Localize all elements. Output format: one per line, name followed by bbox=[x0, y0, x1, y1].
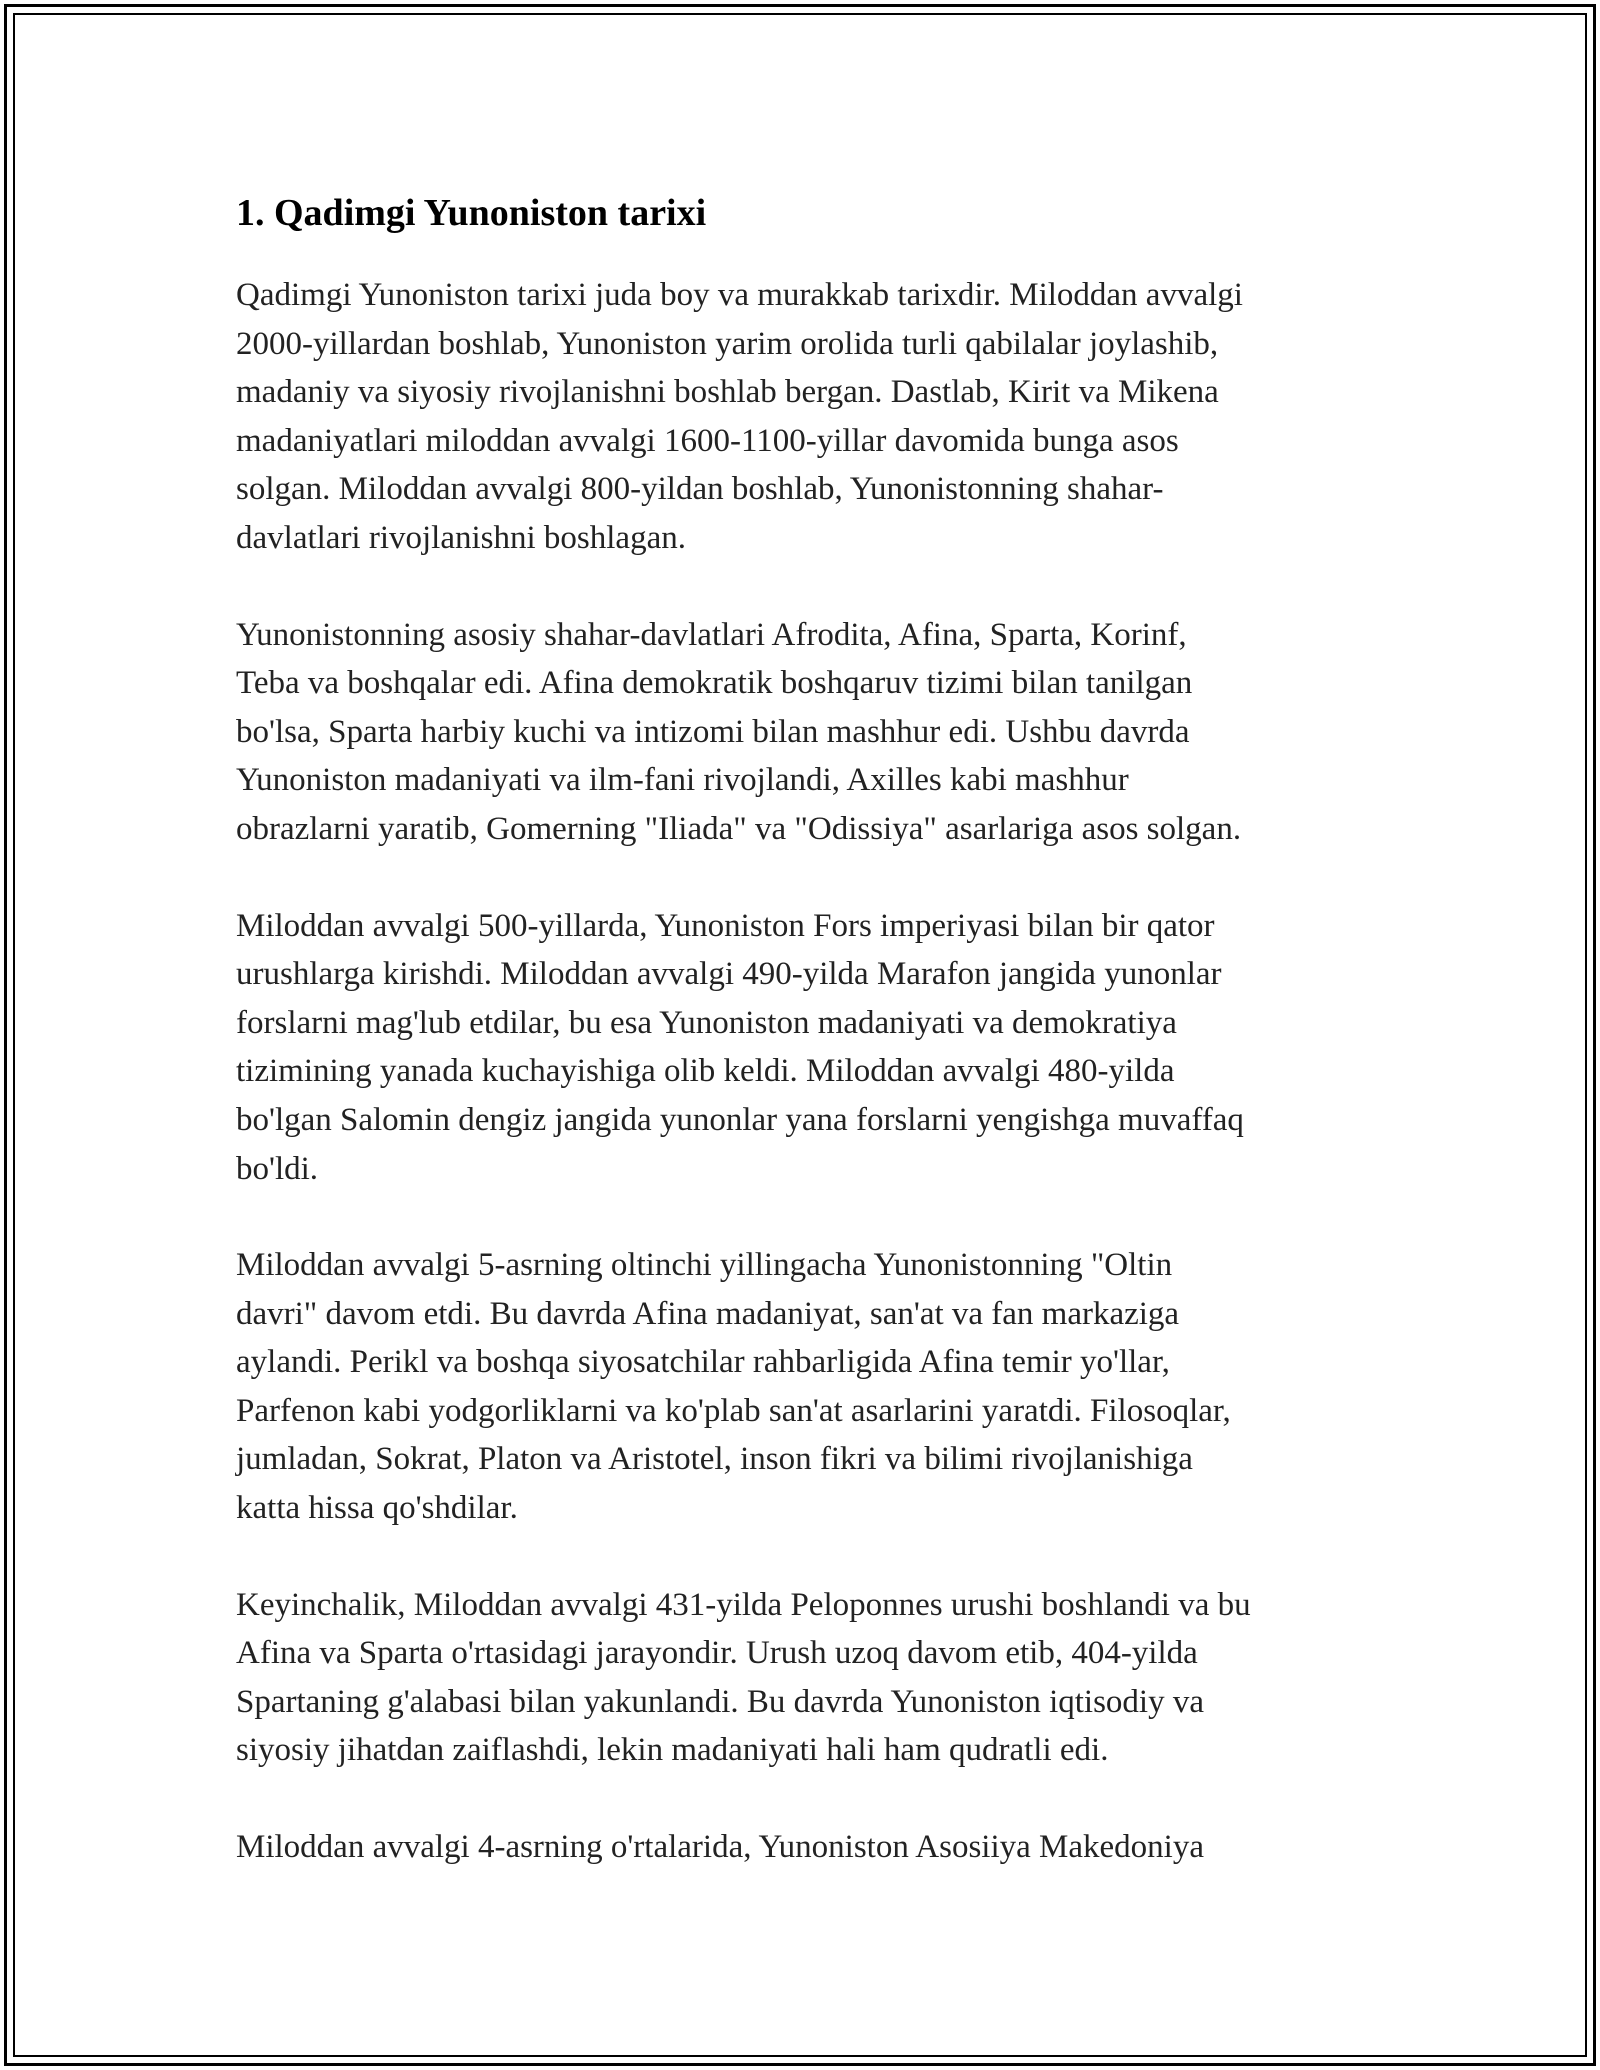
text-line: Miloddan avvalgi 4-asrning o'rtalarida, Yunoniston Asosiiya Makedoniya bbox=[236, 1829, 1204, 1866]
paragraph-4 bbox=[236, 1241, 1376, 1533]
text-line: 2000-yillardan boshlab, Yunoniston yarim orolida turli qabilalar joylashib, bbox=[236, 325, 1219, 362]
text-line: madaniy va siyosiy rivojlanishni boshlab bergan. Dastlab, Kirit va Mikena bbox=[236, 374, 1219, 411]
text-line: davlatlari rivojlanishni boshlagan. bbox=[236, 519, 686, 556]
text-line: bo'lgan Salomin dengiz jangida yunonlar yana forslarni yengishga muvaffaq bbox=[236, 1101, 1244, 1138]
text-line: Teba va boshqalar edi. Afina demokratik boshqaruv tizimi bilan tanilgan bbox=[236, 665, 1193, 702]
text-line: obrazlarni yaratib, Gomerning "Iliada" va "Odissiya" asarlariga asos solgan. bbox=[236, 810, 1242, 847]
text-line: Spartaning g'alabasi bilan yakunlandi. Bu davrda Yunoniston iqtisodiy va bbox=[236, 1683, 1204, 1720]
paragraph-6 bbox=[236, 1823, 1376, 1872]
paragraph-2 bbox=[236, 611, 1376, 854]
text-line: davri" davom etdi. Bu davrda Afina madaniyat, san'at va fan markaziga bbox=[236, 1295, 1180, 1332]
text-line: Keyinchalik, Miloddan avvalgi 431-yilda Peloponnes urushi boshlandi va bu bbox=[236, 1586, 1251, 1623]
text-line: Parfenon kabi yodgorliklarni va ko'plab san'at asarlarini yaratdi. Filosoqlar, bbox=[236, 1392, 1231, 1429]
text-line: madaniyatlari miloddan avvalgi 1600-1100-yillar davomida bunga asos bbox=[236, 422, 1179, 459]
text-line: urushlarga kirishdi. Miloddan avvalgi 490-yilda Marafon jangida yunonlar bbox=[236, 956, 1222, 993]
text-line: forslarni mag'lub etdilar, bu esa Yunoniston madaniyati va demokratiya bbox=[236, 1004, 1177, 1041]
text-line: jumladan, Sokrat, Platon va Aristotel, inson fikri va bilimi rivojlanishiga bbox=[236, 1441, 1193, 1478]
text-line: aylandi. Perikl va boshqa siyosatchilar rahbarligida Afina temir yo'llar, bbox=[236, 1344, 1170, 1381]
paragraph-3 bbox=[236, 902, 1376, 1194]
text-line: Miloddan avvalgi 5-asrning oltinchi yillingacha Yunonistonning "Oltin bbox=[236, 1247, 1173, 1284]
section-heading: 1. Qadimgi Yunoniston tarixi bbox=[236, 192, 707, 234]
document-body bbox=[236, 186, 1376, 1920]
text-line: tizimining yanada kuchayishiga olib keldi. Miloddan avvalgi 480-yilda bbox=[236, 1053, 1175, 1090]
text-line: bo'ldi. bbox=[236, 1150, 319, 1187]
text-line: katta hissa qo'shdilar. bbox=[236, 1490, 518, 1527]
text-line: bo'lsa, Sparta harbiy kuchi va intizomi bilan mashhur edi. Ushbu davrda bbox=[236, 713, 1190, 750]
paragraph-5 bbox=[236, 1581, 1376, 1775]
text-line: Afina va Sparta o'rtasidagi jarayondir. Urush uzoq davom etib, 404-yilda bbox=[236, 1635, 1198, 1672]
text-line: siyosiy jihatdan zaiflashdi, lekin madaniyati hali ham qudratli edi. bbox=[236, 1732, 1109, 1769]
text-line: Yunoniston madaniyati va ilm-fani rivojlandi, Axilles kabi mashhur bbox=[236, 762, 1129, 799]
text-line: solgan. Miloddan avvalgi 800-yildan boshlab, Yunonistonning shahar- bbox=[236, 471, 1164, 508]
paragraph-1 bbox=[236, 271, 1376, 563]
text-line: Yunonistonning asosiy shahar-davlatlari Afrodita, Afina, Sparta, Korinf, bbox=[236, 616, 1187, 653]
text-line: Qadimgi Yunoniston tarixi juda boy va murakkab tarixdir. Miloddan avvalgi bbox=[236, 277, 1243, 313]
text-line: Miloddan avvalgi 500-yillarda, Yunoniston Fors imperiyasi bilan bir qator bbox=[236, 907, 1215, 944]
